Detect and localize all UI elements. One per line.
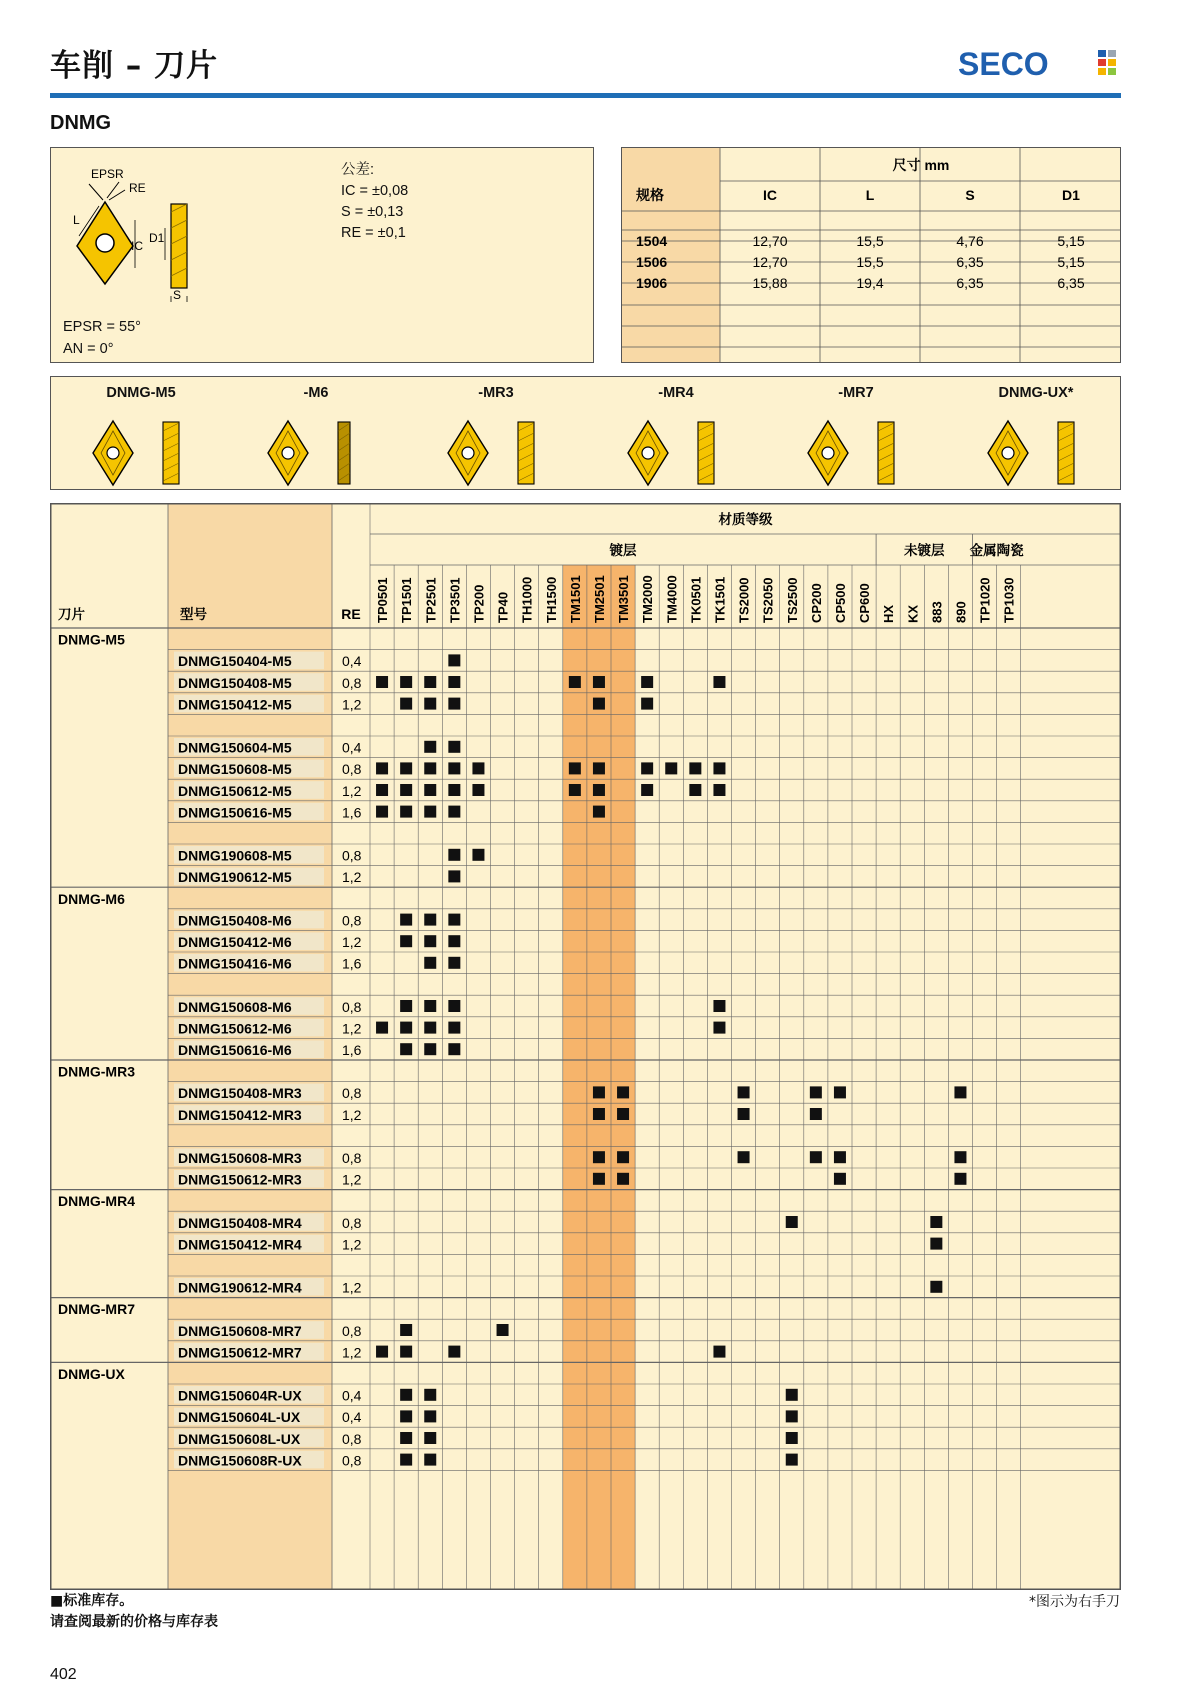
stock-mark (400, 1346, 412, 1358)
stock-mark (424, 1432, 436, 1444)
insert-group-dnmg-ux: DNMG-UX (58, 1366, 125, 1382)
stock-mark (448, 1346, 460, 1358)
re-value: 0,8 (342, 1430, 362, 1447)
grade-tm1501: TM1501 (567, 575, 583, 623)
re-value: 1,2 (342, 1279, 362, 1296)
model-dnmg190608-m5: DNMG190608-M5 (178, 847, 292, 864)
stock-mark (400, 1043, 412, 1055)
stock-mark (713, 784, 725, 796)
grade-tp1020: TP1020 (977, 577, 993, 623)
model-dnmg150412-m6: DNMG150412-M6 (178, 934, 292, 950)
stock-mark (713, 762, 725, 774)
re-value: 0,4 (342, 1409, 362, 1426)
stock-mark (400, 1022, 412, 1034)
footnote (50, 1591, 218, 1633)
stock-mark (641, 762, 653, 774)
page-number: 402 (50, 1666, 77, 1683)
stock-mark (593, 806, 605, 818)
size-1504: 1504 (636, 233, 668, 249)
model-dnmg150408-m6: DNMG150408-M6 (178, 912, 292, 929)
model-dnmg150608-mr7: DNMG150608-MR7 (178, 1322, 302, 1339)
re-value: 1,2 (342, 1171, 362, 1188)
re-value: 1,2 (342, 696, 362, 713)
dimension-value: 5,15 (1057, 233, 1085, 249)
grade-tp1501: TP1501 (399, 577, 415, 623)
an-angle: AN = 0° (63, 341, 114, 357)
stock-mark (400, 1000, 412, 1012)
insert-geometry-diagram (59, 156, 239, 316)
grade-hx: HX (881, 604, 897, 623)
stock-mark (497, 1324, 509, 1336)
dimension-header-d1: D1 (1062, 187, 1080, 203)
stock-mark (930, 1238, 942, 1250)
stock-mark (448, 1022, 460, 1034)
stock-mark (376, 676, 388, 688)
stock-mark (786, 1389, 798, 1401)
stock-mark (617, 1086, 629, 1098)
stock-mark (472, 784, 484, 796)
grade-883: 883 (929, 601, 945, 623)
grade-tk0501: TK0501 (688, 576, 704, 623)
dimension-value: 5,15 (1057, 254, 1085, 270)
model-dnmg150608-mr3: DNMG150608-MR3 (178, 1150, 302, 1166)
stock-mark (376, 762, 388, 774)
size-1506: 1506 (636, 254, 668, 270)
grade-tp200: TP200 (471, 584, 487, 623)
stock-mark (448, 806, 460, 818)
stock-mark (424, 762, 436, 774)
stock-mark (448, 957, 460, 969)
stock-mark (665, 762, 677, 774)
page-title: 车削 – 刀片 (50, 48, 219, 84)
re-header: RE (341, 606, 361, 622)
stock-mark (593, 1173, 605, 1185)
stock-mark (569, 762, 581, 774)
dimensions-grid (622, 148, 1121, 363)
grade-tm4000: TM4000 (664, 575, 680, 623)
grade-cp500: CP500 (832, 583, 848, 623)
re-label: RE (129, 181, 146, 195)
model-dnmg150412-mr4: DNMG150412-MR4 (178, 1236, 302, 1253)
re-value: 1,2 (342, 1020, 362, 1037)
insert-side-view (171, 204, 187, 288)
dimension-value: 15,88 (752, 275, 788, 291)
stock-mark (424, 806, 436, 818)
insert-group-dnmg-m6: DNMG-M6 (58, 890, 125, 907)
stock-mark (448, 741, 460, 753)
tolerance-s: S = ±0,13 (341, 204, 404, 220)
insert-group-dnmg-mr3: DNMG-MR3 (58, 1063, 135, 1080)
model-dnmg150408-mr4: DNMG150408-MR4 (178, 1214, 302, 1231)
re-value: 1,2 (342, 934, 362, 950)
chipbreaker-variants (50, 376, 1121, 490)
stock-mark (617, 1173, 629, 1185)
stock-mark (569, 784, 581, 796)
re-value: 0,8 (342, 1085, 362, 1102)
d1-label: D1 (149, 231, 165, 245)
stock-mark (834, 1151, 846, 1163)
grade-tm3501: TM3501 (616, 575, 632, 623)
stock-mark (593, 784, 605, 796)
stock-mark (641, 676, 653, 688)
ic-label: IC (131, 239, 143, 253)
dimension-value: 4,76 (956, 233, 984, 249)
stock-mark (593, 698, 605, 710)
stock-mark (617, 1151, 629, 1163)
variant-label: DNMG-UX* (998, 385, 1074, 401)
grade-tp1030: TP1030 (1001, 577, 1017, 623)
stock-mark (930, 1281, 942, 1293)
logo-square (1098, 59, 1106, 66)
angle-list (63, 316, 141, 360)
size-1906: 1906 (636, 275, 668, 291)
model-dnmg150616-m5: DNMG150616-M5 (178, 804, 292, 821)
stock-mark (713, 1022, 725, 1034)
model-dnmg150612-mr3: DNMG150612-MR3 (178, 1171, 302, 1188)
epsr-label: EPSR (91, 167, 124, 181)
model-dnmg190612-mr4: DNMG190612-MR4 (178, 1279, 302, 1296)
coated-header: 镀层 (609, 543, 637, 558)
dimension-value: 6,35 (1057, 275, 1085, 291)
insert-group-dnmg-mr4: DNMG-MR4 (58, 1193, 135, 1210)
re-value: 0,8 (342, 847, 362, 864)
variant-insert-icon (71, 419, 211, 489)
stock-mark (400, 935, 412, 947)
re-value: 1,2 (342, 1344, 362, 1361)
model-dnmg150604l-ux: DNMG150604L-UX (178, 1409, 301, 1426)
insert-geometry-box (50, 147, 594, 363)
model-dnmg150612-m6: DNMG150612-M6 (178, 1020, 292, 1037)
l-label: L (73, 213, 80, 227)
stock-mark (400, 698, 412, 710)
size-header: 规格 (636, 187, 664, 203)
variant-insert-icon (606, 419, 746, 489)
dimension-value: 6,35 (956, 275, 984, 291)
grade-tp2501: TP2501 (423, 577, 439, 623)
stock-mark (834, 1173, 846, 1185)
stock-mark (448, 698, 460, 710)
model-dnmg150616-m6: DNMG150616-M6 (178, 1042, 292, 1058)
re-value: 1,6 (342, 1042, 362, 1058)
dimension-header-l: L (865, 187, 875, 203)
stock-mark (400, 914, 412, 926)
dimension-value: 6,35 (956, 254, 984, 270)
insert-hole (96, 234, 114, 252)
stock-mark (424, 1000, 436, 1012)
stock-mark (400, 1454, 412, 1466)
model-dnmg150608r-ux: DNMG150608R-UX (178, 1452, 302, 1469)
stock-mark (448, 914, 460, 926)
stock-mark (834, 1086, 846, 1098)
variant-insert-icon (966, 419, 1106, 489)
tolerance-heading: 公差: (341, 162, 375, 178)
stock-mark (448, 762, 460, 774)
grade-kx: KX (905, 604, 921, 623)
stock-mark (400, 806, 412, 818)
stock-mark (448, 1000, 460, 1012)
stock-mark (424, 1043, 436, 1055)
stock-mark (424, 1454, 436, 1466)
stock-mark (376, 806, 388, 818)
stock-mark (448, 849, 460, 861)
stock-mark (424, 935, 436, 947)
grade-tm2000: TM2000 (640, 575, 656, 623)
model-dnmg150408-mr3: DNMG150408-MR3 (178, 1085, 302, 1102)
stock-mark (930, 1216, 942, 1228)
uncoated-header: 未镀层 (904, 543, 945, 558)
stock-mark (472, 849, 484, 861)
dimension-value: 12,70 (752, 254, 788, 270)
stock-mark (400, 676, 412, 688)
stock-mark (569, 676, 581, 688)
stock-mark (810, 1151, 822, 1163)
re-value: 1,2 (342, 1106, 362, 1123)
s-label: S (173, 288, 182, 302)
brand-wordmark: SECO (958, 48, 1049, 80)
logo-square (1108, 59, 1116, 66)
variant-label: -M6 (303, 385, 329, 401)
highlight-columns (563, 565, 635, 1590)
dimension-header-s: S (965, 187, 975, 203)
grade-tp0501: TP0501 (375, 577, 391, 623)
grade-th1000: TH1000 (519, 576, 535, 623)
re-value: 0,8 (342, 998, 362, 1015)
grade-header: 材质等级 (718, 512, 773, 527)
variant-insert-icon (426, 419, 566, 489)
insert-group-dnmg-mr7: DNMG-MR7 (58, 1301, 135, 1318)
dimension-group-label: 尺寸 mm (892, 157, 950, 173)
re-value: 0,4 (342, 653, 362, 670)
stock-mark (472, 762, 484, 774)
re-value: 0,4 (342, 739, 362, 756)
tolerance-list (341, 160, 408, 244)
stock-mark (713, 676, 725, 688)
model-dnmg150412-m5: DNMG150412-M5 (178, 696, 292, 713)
variant-label: -MR3 (478, 385, 514, 401)
dimension-header-ic: IC (763, 187, 777, 203)
re-value: 1,6 (342, 804, 362, 821)
stock-mark (786, 1432, 798, 1444)
grade-tm2501: TM2501 (591, 575, 607, 623)
stock-mark (400, 762, 412, 774)
stock-mark (400, 1324, 412, 1336)
stock-mark (954, 1151, 966, 1163)
seco-logo (958, 48, 1118, 80)
re-value: 0,8 (342, 674, 362, 691)
stock-mark (954, 1173, 966, 1185)
stock-mark (376, 784, 388, 796)
grade-ts2050: TS2050 (760, 577, 776, 623)
dimension-value: 19,4 (856, 275, 884, 291)
logo-square (1108, 68, 1116, 75)
stock-mark (738, 1151, 750, 1163)
stock-mark (424, 698, 436, 710)
model-dnmg150604-m5: DNMG150604-M5 (178, 739, 292, 756)
variant-insert-icon (786, 419, 926, 489)
stock-mark (448, 784, 460, 796)
re-value: 0,8 (342, 1452, 362, 1469)
re-value: 1,2 (342, 1236, 362, 1253)
stock-mark (424, 914, 436, 926)
insert-group-dnmg-m5: DNMG-M5 (58, 631, 125, 648)
stock-mark (424, 1022, 436, 1034)
stock-mark (448, 676, 460, 688)
stock-mark (424, 1389, 436, 1401)
dimension-value: 12,70 (752, 233, 788, 249)
tolerance-ic: IC = ±0,08 (341, 183, 409, 199)
model-dnmg150604r-ux: DNMG150604R-UX (178, 1387, 302, 1404)
stock-mark (400, 1389, 412, 1401)
stock-mark (738, 1108, 750, 1120)
grade-tp40: TP40 (495, 591, 511, 623)
stock-mark (448, 935, 460, 947)
stock-legend: ■标准库存。 (50, 1593, 134, 1609)
re-value: 0,8 (342, 1322, 362, 1339)
stock-mark (593, 1151, 605, 1163)
model-dnmg150612-m5: DNMG150612-M5 (178, 782, 292, 799)
model-dnmg150608-m5: DNMG150608-M5 (178, 761, 292, 778)
stock-mark (400, 784, 412, 796)
logo-square (1108, 50, 1116, 57)
grade-ts2000: TS2000 (736, 577, 752, 623)
stock-mark (689, 762, 701, 774)
stock-mark (810, 1086, 822, 1098)
model-dnmg190612-m5: DNMG190612-M5 (178, 869, 292, 886)
re-value: 0,4 (342, 1387, 362, 1404)
variant-label: -MR4 (658, 385, 694, 401)
variant-label: DNMG-M5 (106, 385, 176, 401)
right-hand-note: *图示为右手刀 (1029, 1594, 1120, 1610)
stock-mark (641, 784, 653, 796)
stock-mark (641, 698, 653, 710)
header-rule (50, 93, 1121, 98)
re-value: 1,2 (342, 782, 362, 799)
stock-mark (810, 1108, 822, 1120)
stock-mark (448, 654, 460, 666)
re-value: 0,8 (342, 1150, 362, 1166)
stock-mark (617, 1108, 629, 1120)
stock-mark (376, 1346, 388, 1358)
re-value: 1,2 (342, 869, 362, 886)
stock-mark (593, 1108, 605, 1120)
model-header: 型号 (180, 607, 207, 622)
logo-square (1098, 50, 1106, 57)
stock-mark (424, 784, 436, 796)
stock-mark (786, 1454, 798, 1466)
epsr-angle: EPSR = 55° (63, 319, 141, 335)
grade-tp3501: TP3501 (447, 577, 463, 623)
re-value: 1,6 (342, 955, 362, 972)
dimension-value: 15,5 (856, 233, 884, 249)
stock-mark (448, 870, 460, 882)
stock-mark (713, 1346, 725, 1358)
stock-mark (954, 1086, 966, 1098)
tolerance-re: RE = ±0,1 (341, 225, 406, 241)
grade-th1500: TH1500 (543, 576, 559, 623)
model-dnmg150416-m6: DNMG150416-M6 (178, 955, 292, 972)
stock-mark (593, 762, 605, 774)
grade-availability-table (50, 503, 1121, 1590)
re-value: 0,8 (342, 912, 362, 929)
dimension-value: 15,5 (856, 254, 884, 270)
stock-mark (593, 676, 605, 688)
grade-cp600: CP600 (857, 583, 873, 623)
grade-ts2500: TS2500 (784, 577, 800, 623)
stock-mark (786, 1410, 798, 1422)
stock-mark (593, 1086, 605, 1098)
model-dnmg150608-m6: DNMG150608-M6 (178, 998, 292, 1015)
stock-mark (738, 1086, 750, 1098)
stock-mark (424, 957, 436, 969)
grade-cp200: CP200 (808, 583, 824, 623)
stock-mark (424, 676, 436, 688)
stock-mark (786, 1216, 798, 1228)
insert-family-title: DNMG (50, 112, 112, 134)
stock-mark (400, 1410, 412, 1422)
stock-mark (448, 1043, 460, 1055)
variant-insert-icon (246, 419, 386, 489)
stock-mark (400, 1432, 412, 1444)
insert-header: 刀片 (58, 607, 85, 622)
variant-label: -MR7 (838, 385, 874, 401)
model-dnmg150608l-ux: DNMG150608L-UX (178, 1430, 301, 1447)
grade-tk1501: TK1501 (712, 576, 728, 623)
stock-mark (376, 1022, 388, 1034)
model-dnmg150408-m5: DNMG150408-M5 (178, 674, 292, 691)
stock-mark (713, 1000, 725, 1012)
cermet-header: 金属陶瓷 (969, 543, 1024, 558)
model-dnmg150412-mr3: DNMG150412-MR3 (178, 1106, 302, 1123)
model-dnmg150612-mr7: DNMG150612-MR7 (178, 1344, 302, 1361)
dimensions-table (621, 147, 1121, 363)
model-dnmg150404-m5: DNMG150404-M5 (178, 653, 292, 670)
stock-mark (424, 741, 436, 753)
price-note: 请查阅最新的价格与库存表 (50, 1614, 218, 1630)
stock-mark (689, 784, 701, 796)
re-value: 0,8 (342, 761, 362, 778)
re-value: 0,8 (342, 1214, 362, 1231)
grade-890: 890 (953, 601, 969, 623)
logo-square (1098, 68, 1106, 75)
stock-mark (424, 1410, 436, 1422)
